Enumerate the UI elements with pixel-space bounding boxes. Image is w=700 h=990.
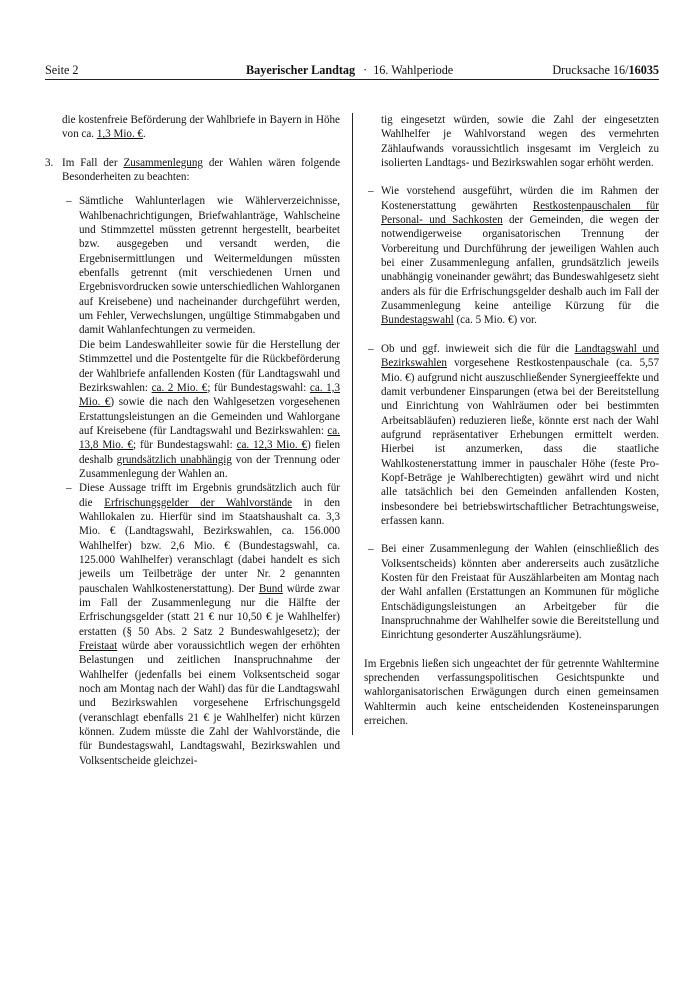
text-run: Ob und ggf. inwieweit sich die für die (381, 342, 575, 355)
dash-item-zusaetzliche-kosten (364, 542, 659, 642)
continued-paragraph: tig eingesetzt würden, sowie die Zahl der eingesetzten Wahlhelfer je Wahlvorstand wegen des vermehrten Zählaufwands voraussichtlich insgesamt im Vergleich zu isolierten Landtags- und Bezirkswahlen sogar erhöht werden. (381, 114, 659, 170)
underlined-amount: ca. 13,8 Mio. € (79, 424, 340, 452)
text-run: würde aber voraussichtlich wegen der erhöhten Belastungen und zeitlichen Inanspruchnahme der Wahlhelfer (jedenfalls bei einem Volksentscheid sogar noch am Montag nach der Wahl) das für die Landtagswahl und Bezirkswahlen vorgesehene Erfrischungsgeld (veranschlagt ebenfalls 21 € je Wahlhelfer) nicht kürzen können. Zudem müsste die Zahl der Wahlvorstände, die für Bundestagswahl, Landtagswahl, Bezirkswahlen und Volksentscheide gleichzei- (79, 640, 340, 767)
dash-marker: – (368, 543, 374, 556)
dash-item-erfrischungsgelder (62, 481, 340, 768)
dash-item-restkostenpauschalen (364, 184, 659, 327)
text-run: von der Trennung oder Zusammenlegung der Wahlen an. (79, 453, 340, 480)
left-column (45, 113, 340, 768)
dash-marker: – (368, 342, 374, 355)
text-run: der Gemeinden, die wegen der notwendigerweise organisatorischen Trennung der Vorbereitung und Durchführung der jeweiligen Wahlen auch bei einer Zusammenlegung anfallen, grundsätzlich jeweils unabhängig voneinander gewährt; das Bundeswahlgesetz sieht anders als für die Erfrischungsgelder deshalb auch im Fall der Zusammenlegung keine anteilige Kürzung für die (381, 214, 659, 313)
dash-item-text: Sämtliche Wahlunterlagen wie Wählerverzeichnisse, Wahlbenachrichtigungen, Briefwahlanträge, Wahlscheine und Stimmzettel müssten getrennt hergestellt, bearbeitet bzw. ausgegeben und versandt werden, die Ergebnisermittlungen und Weitermeldungen müssten ebenfalls getrennt (mit verschiedenen Urnen und Ergebnisvordrucken sowie unterschiedlichen Wahlorganen auf Kreisebene) und nacheinander durchgeführt werden, um Fehler, Verwechslungen, ungültige Stimmabgaben und damit Wahlanfechtungen zu vermeiden. (79, 195, 340, 337)
intro-paragraph (45, 113, 340, 142)
dash-marker: – (66, 482, 72, 495)
text-run: ) fielen deshalb (79, 439, 340, 466)
text-run: Diese Aussage trifft im Ergebnis grundsätzlich auch für die (79, 482, 340, 509)
dash-item-text: Bei einer Zusammenlegung der Wahlen (einschließlich des Volksentscheids) könnten aber andererseits auch zusätzliche Kosten für den Freistaat für Auszählarbeiten am Montag nach der Wahl anfallen (Erstattungen an Kommunen für mögliche Entschädigungsleistungen an Arbeitgeber für die Inanspruchnahme der Wahlhelfer sowie die Bereitstellung und Einrichtung gesonderter Auszählungsräume). (381, 543, 659, 642)
document-reference (552, 62, 659, 78)
dash-item-text (79, 481, 340, 768)
dash-item-synergieeffekte (364, 342, 659, 528)
text-run: ; für Bundestagswahl: (133, 439, 237, 452)
text-run: . (143, 128, 146, 141)
numbered-item-3 (45, 156, 340, 185)
underlined-amount: 1,3 Mio. € (96, 128, 144, 141)
text-run: die kostenfreie Beförderung der Wahlbriefe in Bayern in Höhe von ca. (62, 114, 340, 141)
text-run: Die beim Landeswahlleiter sowie für die Herstellung der Stimmzettel und die Postentgelte für die Rückbeförderung der Wahlbriefe anfallenden Kosten (für Landtagswahl und Bezirkswahlen: (79, 338, 340, 394)
underlined-term: Restkostenpauschalen für Personal- und Sachkosten (381, 199, 659, 227)
conclusion-paragraph: Im Ergebnis ließen sich ungeachtet der für getrennte Wahltermine sprechenden verfassungspolitischen Gesichtspunkte und wahlorganisatorischen Erwägungen durch einen gemeinsamen Wahltermin auch keine entscheidenden Kosteneinsparungen erreichen. (364, 657, 659, 728)
underlined-amount: ca. 1,3 Mio. € (79, 381, 340, 409)
underlined-term: grundsätzlich unabhängig (116, 453, 232, 466)
dash-marker: – (368, 185, 374, 198)
text-run: vorgesehene Restkostenpauschale (ca. 5,57 Mio. €) aufgrund nicht auszuschließender Synergieeffekte und damit verbundener Einsparungen (etwa bei der Bereitstellung und Einrichtung von Wahlräumen oder bei bestimmten Arbeitsabläufen) reduzieren ließe, könnte erst nach der Wahl aufgrund repräsentativer Erhebungen ermittelt werden. Hierbei ist anzumerken, dass die staatliche Wahlkostenerstattung immer in pauschaler Höhe (feste Pro-Kopf-Beträge je Wahlberechtigten) gewährt wird und nicht alle tatsächlich bei den Gemeinden anfallenden Kosten, insbesondere bei betriebswirtschaftlicher Betrachtungsweise, erfassen kann. (381, 357, 659, 527)
right-column (364, 113, 659, 728)
publisher-line (246, 62, 453, 78)
publisher-name: Bayerischer Landtag (246, 63, 356, 77)
underlined-term: Bund (258, 582, 283, 595)
dash-marker: – (66, 195, 72, 208)
item-number: 3. (45, 156, 54, 169)
underlined-term: Bundestagswahl (381, 314, 454, 327)
underlined-term: Landtagswahl und Bezirkswahlen (381, 342, 659, 370)
page-header (45, 62, 659, 78)
header-separator: · (363, 63, 368, 77)
column-divider (352, 113, 353, 735)
header-rule (45, 79, 659, 80)
underlined-term: Erfrischungsgelder der Wahlvorstände (104, 496, 293, 509)
text-run: würde zwar im Fall der Zusammenlegung nur die Hälfte der Erfrischungsgelder (statt 21 € nur 10,50 € je Wahlhelfer) erstatten (§ 50 Abs. 2 Satz 2 Bundeswahlgesetz); der (79, 582, 340, 638)
underlined-term: Zusammenlegung (123, 156, 203, 169)
doc-number: 16035 (628, 63, 659, 77)
underlined-amount: ca. 2 Mio. € (151, 381, 208, 394)
text-run: ) sowie die nach den Wahlgesetzen vorgesehenen Erstattungsleistungen an die Gemeinden und Wahlorgane auf Kreisebene (für Landtagswahl und Bezirkswahlen: (79, 396, 341, 437)
text-run: in den Wahllokalen zu. Hierfür sind im Staatshaushalt ca. 3,3 Mio. € (Landtagswahl, Bezirkswahlen, ca. 156.000 Wahlhelfer) bzw. 2,6 Mio. € (Bundestagswahl, ca. 125.000 Wahlhelfer) veranschlagt (dabei handelt es sich jeweils um Teilbeträge der unter Nr. 2 genannten pauschalen Wahlkostenerstattung). Der (79, 496, 340, 595)
legislative-period: 16. Wahlperiode (373, 63, 454, 77)
text-run: Im Fall der (62, 156, 124, 169)
dash-item-wahlunterlagen (62, 194, 340, 481)
underlined-term: Freistaat (79, 640, 118, 653)
text-run: ; für Bundestagswahl: (207, 381, 310, 394)
text-run: der Wahlen wären folgende Besonderheiten zu beachten: (62, 156, 340, 184)
text-run: Wie vorstehend ausgeführt, würden die im Rahmen der Kostenerstattung gewährten (381, 185, 659, 212)
dash-item-text (381, 184, 659, 327)
page-number: Seite 2 (45, 63, 79, 77)
landeswahlleiter-paragraph (79, 338, 340, 481)
doc-prefix: Drucksache 16/ (552, 63, 629, 77)
text-run: (ca. 5 Mio. €) vor. (453, 314, 537, 327)
underlined-amount: ca. 12,3 Mio. € (236, 439, 308, 452)
dash-item-text (381, 342, 659, 528)
